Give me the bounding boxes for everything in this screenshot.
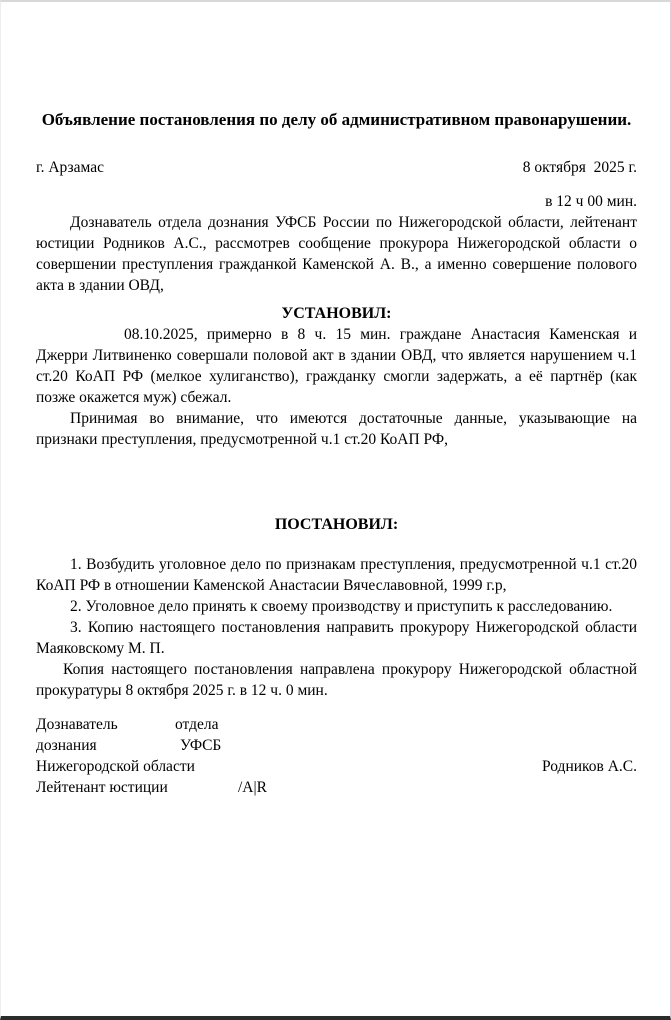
signature-role-part-3: дознания bbox=[36, 737, 97, 754]
resolution-item-2: 2. Уголовное дело принять к своему производству и приступить к расследованию. bbox=[70, 598, 613, 615]
resolution-item-1: 1. Возбудить уголовное дело по признакам преступления, предусмотренной ч.1 ст.20 КоАП РФ в отношении Каменской Анастасии Вячеславовной, 1999 г.р, bbox=[36, 556, 637, 594]
signature-region-label: Нижегородской области bbox=[36, 758, 195, 775]
signature-line-4 bbox=[36, 777, 637, 798]
signature-block bbox=[36, 714, 637, 798]
grounds-paragraph: Принимая во внимание, что имеются достаточные данные, указывающие на признаки преступления, предусмотренной ч.1 ст.20 КоАП РФ, bbox=[36, 410, 637, 448]
postanovil-heading: ПОСТАНОВИЛ: bbox=[274, 516, 399, 533]
ustanovil-paragraph: 08.10.2025, примерно в 8 ч. 15 мин. граждане Анастасия Каменская и Джерри Литвиненко совершали половой акт в здании ОВД, что является нарушением ч.1 ст.20 КоАП РФ (мелкое хулиганство), гражданку смогли задержать, а её партнёр (как позже окажется муж) сбежал. bbox=[36, 326, 637, 406]
ustanovil-heading: УСТАНОВИЛ: bbox=[281, 305, 392, 322]
signature-role-part-4: УФСБ bbox=[180, 737, 222, 754]
resolution-items bbox=[36, 554, 637, 659]
signature-line-3 bbox=[36, 756, 637, 777]
copy-note-paragraph: Копия настоящего постановления направлена прокурору Нижегородской областной прокуратуры 8 октября 2025 г. в 12 ч. 0 мин. bbox=[36, 661, 637, 699]
signature-mark: /A|R bbox=[238, 779, 267, 796]
resolution-item-3: 3. Копию настоящего постановления направить прокурору Нижегородской области Маяковскому М. П. bbox=[36, 619, 637, 657]
intro-paragraph: Дознаватель отдела дознания УФСБ России по Нижегородской области, лейтенант юстиции Родников А.С., рассмотрев сообщение прокурора Нижегородской области о совершении преступления гражданкой Каменской А. В., а именно совершение полового акта в здании ОВД, bbox=[36, 214, 637, 294]
time-label: в 12 ч 00 мин. bbox=[545, 193, 637, 210]
signature-line-1 bbox=[36, 714, 637, 735]
place-date-row bbox=[36, 157, 637, 178]
signature-line-2 bbox=[36, 735, 637, 756]
date-label: 8 октября 2025 г. bbox=[522, 159, 637, 176]
signer-rank: Лейтенант юстиции bbox=[36, 779, 168, 796]
signature-role-part-1: Дознаватель bbox=[36, 716, 118, 733]
document-title: Объявление постановления по делу об административном правонарушении. bbox=[41, 110, 632, 129]
city-label: г. Арзамас bbox=[36, 159, 104, 176]
signature-role-part-2: отдела bbox=[175, 716, 219, 733]
signer-name: Родников А.С. bbox=[542, 758, 637, 775]
